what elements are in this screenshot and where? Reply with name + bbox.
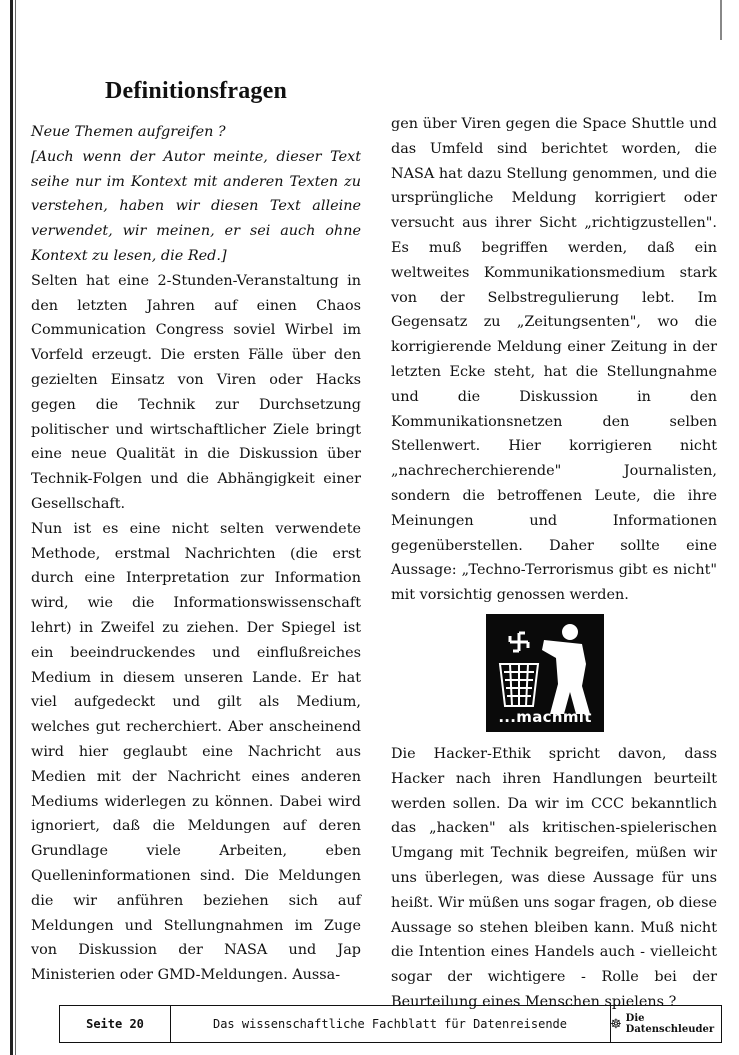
binding-edge — [10, 0, 13, 1055]
page-number: Seite 20 — [60, 1006, 171, 1042]
paragraph: Selten hat eine 2-Stunden-Veranstaltung in den letzten Jahren auf einen Chaos Communication Congress soviel Wirbel im Vorfeld erzeugt. Die ersten Fälle über den gezielten Einsatz von Viren oder Hacks gegen die Technik zur Durchsetzung politischer und wirtschaftlicher Ziele bringt eine neue Qualität in die Diskussion über Technik-Folgen und die Abhängigkeit einer Gesellschaft. — [31, 272, 361, 512]
chaos-knot-icon: ☸ — [610, 1016, 622, 1032]
paragraph: Nun ist es eine nicht selten verwendete Methode, erstmal Nachrichten (die erst durch eine Interpretation zur Information wird, wie die Informationswissenschaft lehrt) in Zweifel zu ziehen. Der Spiegel ist ein beeindruckendes und einflußreiches Medium in diesem unseren Lande. Er hat viel aufgedeckt und gilt als Medium, welches gut recherchiert. Aber anscheinend wird hier geglaubt eine Nachricht aus Medien mit der Nachricht eines anderen Mediums widerlegen zu können. Dabei wird ignoriert, daß die Meldungen auf deren Grundlage viele Arbeiten, eben Quelleninformationen sind. Die Meldungen die wir anführen beziehen sich auf Meldungen und Stellungnahmen im Zuge von Diskussion der NASA und Jap Ministerien oder GMD-Meldungen. Aussa- — [31, 520, 361, 984]
publisher-logo — [610, 1006, 721, 1042]
scan-mark — [720, 0, 722, 40]
machmit-logo — [486, 614, 604, 732]
page-footer — [59, 1005, 722, 1043]
publisher-name: Die Datenschleuder — [625, 1013, 715, 1035]
footer-tagline: Das wissenschaftliche Fachblatt für Datenreisende — [170, 1006, 611, 1042]
paragraph: Die Hacker-Ethik spricht davon, dass Hacker nach ihren Handlungen beurteilt werden sollen. Da wir im CCC bekanntlich das „hacken" als kritischen-spielerischen Umgang mit Technik begreifen, müßen wir uns überlegen, was diese Aussage für uns heißt. Wir müßen uns sogar fragen, ob diese Aussage so stehen bleiben kann. Muß nicht die Intention eines Handels auch - vielleicht sogar der wichtigere - Rolle bei der Beurteilung eines Menschen spielens ? — [391, 745, 717, 1010]
left-column — [31, 120, 361, 988]
editor-note: [Auch wenn der Autor meinte, dieser Text seihe nur im Kontext mit anderen Texten zu verstehen, haben wir diesen Text alleine verwendet, wir meinen, er sei auch ohne Kontext zu lesen, die Red.] — [31, 148, 361, 264]
binding-edge-inner — [15, 0, 16, 1055]
machmit-caption: ...machmit — [498, 708, 592, 727]
article-subtitle: Neue Themen aufgreifen ? — [31, 124, 226, 140]
paragraph: gen über Viren gegen die Space Shuttle und das Umfeld sind berichtet worden, die NASA hat dazu Stellung genommen, und die ursprüngliche Meldung korrigiert oder versucht aus ihrer Sicht „richtigzustellen". Es muß begriffen werden, daß ein weltweites Kommunikationsmedium stark von der Selbstregulierung lebt. Im Gegensatz zu „Zeitungsenten", wo die korrigierende Meldung einer Zeitung in der letzten Ecke steht, hat die Stellungnahme und die Diskussion in den Kommunikationsnetzen den selben Stellenwert. Hier korrigieren nicht „nachrecherchierende" Journalisten, sondern die betroffenen Leute, die ihre Meinungen und Informationen gegenüberstellen. Daher sollte eine Aussage: „Techno-Terrorismus gibt es nicht" mit vorsichtig genossen werden. — [391, 116, 717, 604]
article-title: Definitionsfragen — [104, 78, 288, 104]
right-column — [391, 112, 717, 1015]
